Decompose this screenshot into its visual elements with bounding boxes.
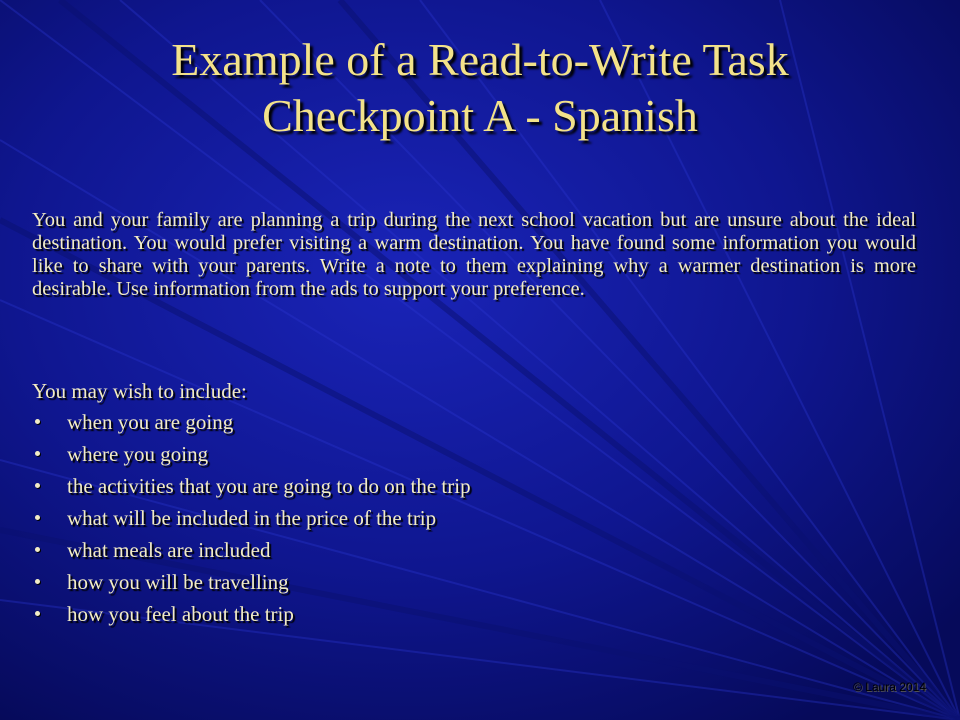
title-line-1: Example of a Read-to-Write Task	[171, 34, 789, 85]
bullet-icon	[35, 515, 40, 520]
copyright-notice: © Laura 2014	[853, 680, 926, 694]
list-item	[32, 472, 471, 504]
list-item-text: the activities that you are going to do on the trip	[67, 474, 471, 498]
list-item-text: what will be included in the price of the trip	[67, 506, 437, 530]
title-line-2: Checkpoint A - Spanish	[262, 90, 698, 141]
list-item	[32, 440, 471, 472]
list-item	[32, 600, 471, 632]
list-item-text: how you will be travelling	[67, 570, 289, 594]
list-item-text: where you going	[67, 442, 209, 466]
bullet-icon	[35, 419, 40, 424]
task-prompt: You and your family are planning a trip during the next school vacation but are unsure about the ideal destination. You would prefer visiting a warm destination. You have found some information you would like to share with your parents. Write a note to them explaining why a warmer destination is more desirable. Use information from the ads to support your preference.	[32, 209, 916, 300]
list-item-text: how you feel about the trip	[67, 602, 294, 626]
bullet-icon	[35, 547, 40, 552]
list-item-text: what meals are included	[67, 538, 271, 562]
list-item	[32, 408, 471, 440]
list-item	[32, 568, 471, 600]
slide-title	[40, 32, 920, 144]
bullet-icon	[35, 483, 40, 488]
list-item	[32, 504, 471, 536]
bullet-icon	[35, 611, 40, 616]
list-item-text: when you are going	[67, 410, 234, 434]
include-heading: You may wish to include:	[32, 379, 247, 403]
bullet-icon	[35, 451, 40, 456]
include-list	[32, 408, 471, 632]
bullet-icon	[35, 579, 40, 584]
list-item	[32, 536, 471, 568]
